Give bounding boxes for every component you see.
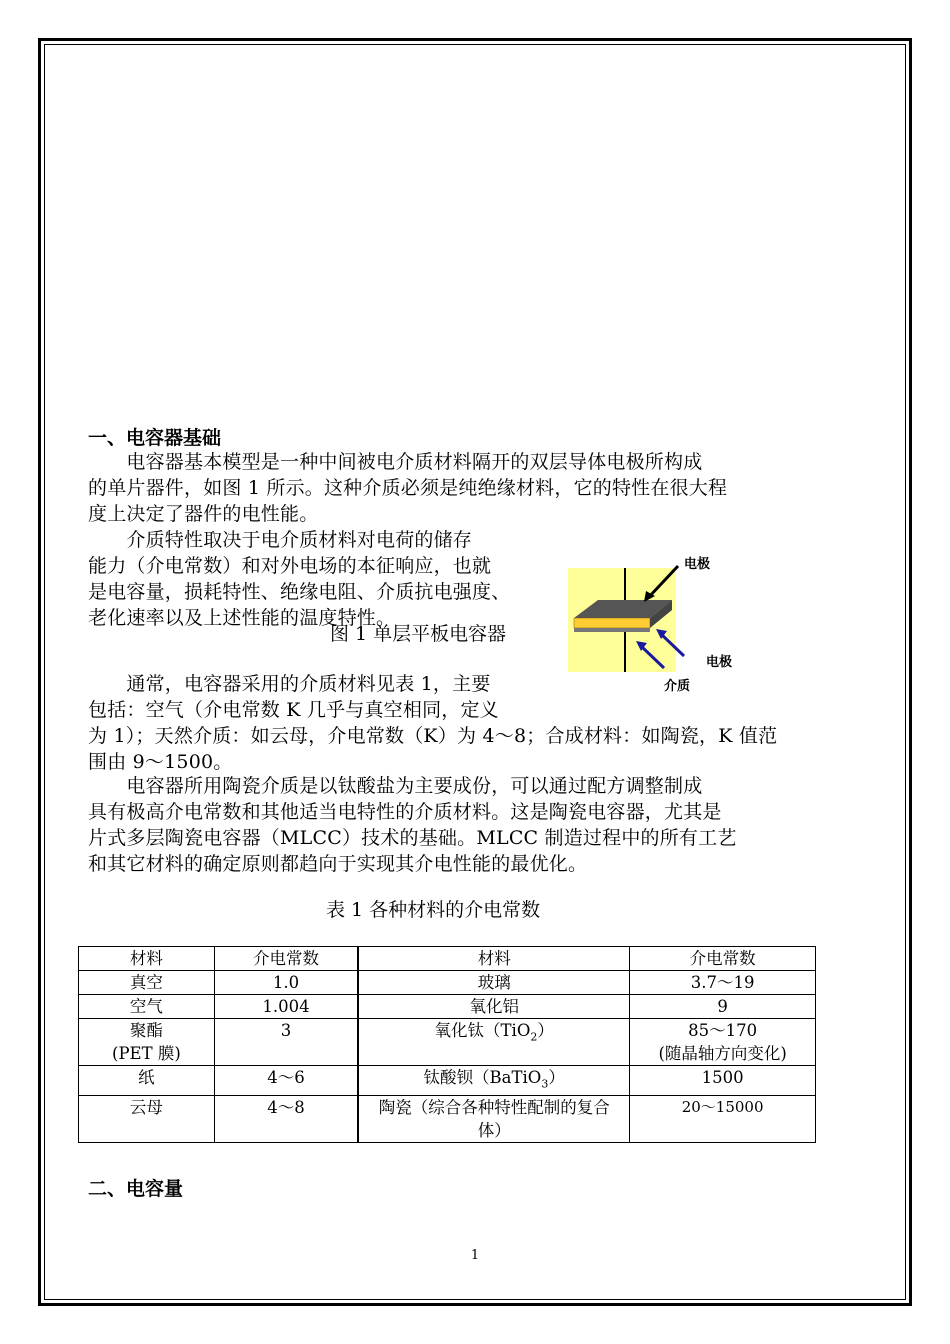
page-number: 1: [470, 1248, 480, 1263]
paragraph-4-line: 具有极高介电常数和其他适当电特性的介质材料。这是陶瓷电容器，尤其是: [88, 801, 722, 823]
paragraph-2-line: 介质特性取决于电介质材料对电荷的储存: [88, 529, 473, 551]
header-cell: 材料: [79, 947, 215, 971]
paragraph-1-line: 电容器基本模型是一种中间被电介质材料隔开的双层导体电极所构成: [88, 451, 703, 473]
cell-line: 陶瓷（综合各种特性配制的复合: [378, 1098, 610, 1118]
cell-text: 钛酸钡（BaTiO: [423, 1068, 542, 1087]
cell-line: (随晶轴方向变化): [658, 1044, 787, 1063]
table-cell: 玻璃: [358, 971, 630, 995]
cell-subscript: 2: [530, 1030, 538, 1044]
table-row: [79, 1019, 816, 1066]
table-cell: 9: [630, 995, 816, 1019]
table-cell: 1500: [630, 1066, 816, 1096]
table-cell: 氧化铝: [358, 995, 630, 1019]
table-row: [79, 995, 816, 1019]
label-electrode-bottom: 电极: [706, 655, 733, 670]
paragraph-4-line: 片式多层陶瓷电容器（MLCC）技术的基础。MLCC 制造过程中的所有工艺: [88, 827, 737, 849]
table-row: [79, 971, 816, 995]
paragraph-3-line: 通常，电容器采用的介质材料见表 1，主要: [88, 673, 491, 695]
table-cell: [630, 1019, 816, 1066]
table-cell: 真空: [79, 971, 215, 995]
cell-text: 氧化钛（TiO: [434, 1021, 531, 1040]
header-cell: 介电常数: [214, 947, 358, 971]
table-row: [79, 1096, 816, 1143]
dielectric-constant-table: [78, 946, 816, 1143]
paragraph-4-line: 电容器所用陶瓷介质是以钛酸盐为主要成份，可以通过配方调整制成: [88, 775, 703, 797]
paragraph-2-line: 是电容量，损耗特性、绝缘电阻、介质抗电强度、: [88, 581, 511, 603]
table-header-row: [79, 947, 816, 971]
paragraph-2: [88, 527, 510, 631]
section-heading-2: 二、电容量: [88, 1178, 184, 1200]
paragraph-3: [88, 671, 777, 775]
table-cell: 3: [214, 1019, 358, 1066]
paragraph-3-line: 包括：空气（介电常数 K 几乎与真空相同，定义: [88, 699, 499, 721]
table-cell: 20～15000: [630, 1096, 816, 1143]
table-cell: [358, 1019, 630, 1066]
label-electrode-top: 电极: [684, 557, 711, 572]
paragraph-3-line: 为 1）；天然介质：如云母，介电常数（K）为 4～8；合成材料：如陶瓷，K 值范: [88, 725, 778, 747]
cell-text: ）: [548, 1068, 565, 1087]
paragraph-1-line: 的单片器件，如图 1 所示。这种介质必须是纯绝缘材料，它的特性在很大程: [88, 477, 728, 499]
table-cell: [358, 1096, 630, 1143]
paragraph-2-line: 能力（介电常数）和对外电场的本征响应，也就: [88, 555, 492, 577]
table-cell: [79, 1019, 215, 1066]
label-dielectric: 介质: [664, 679, 691, 692]
paragraph-2-line: 老化速率以及上述性能的温度特性。: [88, 607, 396, 629]
table-cell: 空气: [79, 995, 215, 1019]
table-cell: 云母: [79, 1096, 215, 1143]
header-cell: 材料: [358, 947, 630, 971]
cell-line: 85～170: [688, 1021, 758, 1040]
table-cell: 1.0: [214, 971, 358, 995]
bottom-electrode-plate: [574, 628, 650, 632]
table-cell: 3.7～19: [630, 971, 816, 995]
header-cell: 介电常数: [630, 947, 816, 971]
cell-line: (PET 膜): [112, 1044, 181, 1063]
table-caption: 表 1 各种材料的介电常数: [326, 899, 541, 921]
table-row: [79, 1066, 816, 1096]
table-cell: [358, 1066, 630, 1096]
cell-subscript: 3: [541, 1077, 549, 1091]
paragraph-3-line: 围由 9～1500。: [88, 751, 233, 773]
table-cell: 4～6: [214, 1066, 358, 1096]
figure-caption: 图 1 单层平板电容器: [330, 623, 507, 645]
paragraph-1-line: 度上决定了器件的电性能。: [88, 503, 319, 525]
paragraph-4-line: 和其它材料的确定原则都趋向于实现其介电性能的最优化。: [88, 853, 588, 875]
cell-line: 聚酯: [129, 1021, 163, 1040]
paragraph-4: [88, 773, 737, 877]
dielectric-layer: [574, 618, 650, 628]
cell-line: 体）: [477, 1121, 511, 1141]
table-cell: 4～8: [214, 1096, 358, 1143]
section-heading-1: 一、电容器基础: [88, 427, 222, 449]
table-cell: 1.004: [214, 995, 358, 1019]
table-cell: 纸: [79, 1066, 215, 1096]
cell-text: ）: [537, 1021, 554, 1040]
paragraph-1: [88, 449, 727, 527]
